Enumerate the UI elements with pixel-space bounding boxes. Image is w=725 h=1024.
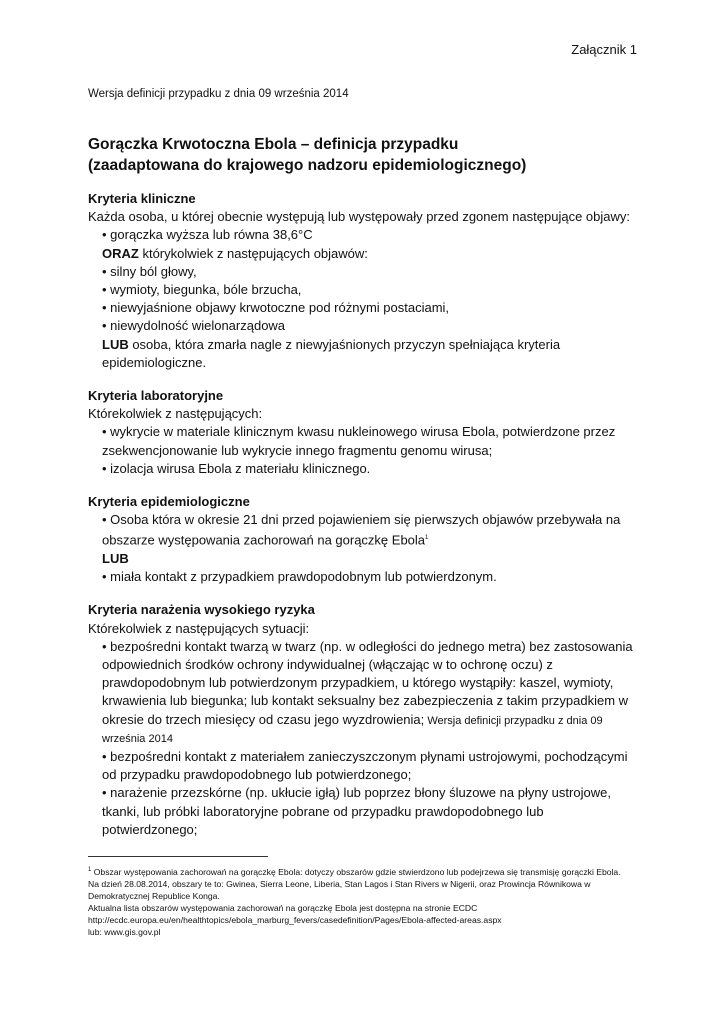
- clinical-heading: Kryteria kliniczne: [88, 191, 196, 206]
- clinical-intro: Każda osoba, u której obecnie występują lub występowały przed zgonem następujące objawy:: [88, 209, 630, 225]
- footnote-line-4: Aktualna lista obszarów występowania zachorowań na gorączkę Ebola jest dostępna na stronie ECDC: [88, 902, 478, 913]
- epi-item-1-text: obszarze występowania zachorowań na gorączkę Ebola: [102, 532, 426, 548]
- document-body: [88, 190, 648, 839]
- clinical-oraz-line: [88, 245, 648, 263]
- lab-item-1-line-1: • wykrycie w materiale klinicznym kwasu nukleinowego wirusa Ebola, potwierdzone przez: [102, 424, 616, 440]
- epi-item-1-line-2: [88, 529, 648, 550]
- lab-intro: Którekolwiek z następujących:: [88, 406, 263, 422]
- epi-item-2: • miała kontakt z przypadkiem prawdopodobnym lub potwierdzonym.: [102, 569, 497, 585]
- risk-item-1-line-5: [88, 711, 648, 730]
- risk-heading: Kryteria narażenia wysokiego ryzyka: [88, 602, 315, 618]
- symptom-item: • silny ból głowy,: [102, 263, 197, 279]
- symptom-item: • wymioty, biegunka, bóle brzucha,: [102, 282, 302, 298]
- footnote: [88, 864, 648, 938]
- footnote-reference: 1: [425, 535, 429, 542]
- risk-item-1-line-2: odpowiednich środków ochrony indywidualnej (włączając w to ochronę oczu) z: [102, 657, 553, 672]
- lub-text: osoba, która zmarła nagle z niewyjaśnionych przyczyn spełniająca kryteria: [128, 336, 561, 352]
- version-note-continued: września 2014: [102, 732, 173, 745]
- footnote-line-2: Na dzień 28.08.2014, obszary te to: Gwinea, Sierra Leone, Liberia, Stan Lagos i Stan Rivers w Nigerii, oraz Prowincja Równikowa w: [88, 878, 591, 889]
- footnote-gis-link[interactable]: lub: www.gis.gov.pl: [88, 926, 161, 937]
- risk-item-2-line-1: • bezpośredni kontakt z materiałem zanieczyszczonym płynami ustrojowymi, pochodzącymi: [102, 749, 628, 765]
- clinical-lub-line: [88, 336, 648, 354]
- lab-item-1-line-2: zsekwencjonowanie lub wykrycie innego fragmentu genomu wirusa;: [102, 442, 493, 458]
- risk-item-1-line-3: prawdopodobnym lub potwierdzonym przypadkiem, u którego wystąpiły: kaszel, wymioty,: [102, 675, 614, 691]
- lub-keyword: LUB: [102, 336, 129, 352]
- clinical-fever: • gorączka wyższa lub równa 38,6°C: [102, 227, 313, 243]
- oraz-text: którykolwiek z następujących objawów:: [138, 245, 368, 261]
- title-line-2: (zaadaptowana do krajowego nadzoru epidemiologicznego): [88, 157, 527, 174]
- risk-item-3-line-1: • narażenie przezskórne (np. ukłucie igłą) lub poprzez błony śluzowe na płyny ustrojowe,: [102, 785, 611, 801]
- footnote-line-3: Demokratycznej Republice Konga.: [88, 890, 220, 901]
- risk-intro: Którekolwiek z następujących sytuacji:: [88, 620, 310, 636]
- symptom-item: • niewydolność wielonarządowa: [102, 318, 286, 334]
- footnote-line-1: [88, 864, 648, 878]
- lab-heading: Kryteria laboratoryjne: [88, 388, 224, 404]
- risk-item-3-line-3: potwierdzonego;: [102, 821, 198, 837]
- version-line: Wersja definicji przypadku z dnia 09 września 2014: [88, 88, 349, 100]
- symptom-item: • niewyjaśnione objawy krwotoczne pod różnymi postaciami,: [102, 300, 450, 316]
- title-line-1: Gorączka Krwotoczna Ebola – definicja przypadku: [88, 136, 459, 153]
- lab-item-2: • izolacja wirusa Ebola z materiału klinicznego.: [102, 460, 371, 476]
- epi-lub-keyword: LUB: [102, 550, 129, 566]
- epi-item-1-line-1: • Osoba która w okresie 21 dni przed pojawieniem się pierwszych objawów przebywała na: [102, 512, 621, 528]
- oraz-keyword: ORAZ: [102, 245, 139, 261]
- footnote-divider: [88, 856, 268, 857]
- epi-heading: Kryteria epidemiologiczne: [88, 494, 250, 510]
- risk-item-2-line-2: od przypadku prawdopodobnego lub potwierdzonego;: [102, 767, 412, 783]
- footnote-mark: 1: [88, 867, 92, 873]
- footnote-text: Obszar występowania zachorowań na gorączkę Ebola: dotyczy obszarów gdzie stwierdzono lub podejrzewa się transmisję gorączki Ebola.: [91, 866, 621, 877]
- risk-item-1-line-1: • bezpośredni kontakt twarzą w twarz (np. w odległości do jednego metra) bez zastosowania: [102, 638, 633, 654]
- risk-item-1-line-4: krwawienia lub biegunka; lub kontakt seksualny bez zabezpieczenia z takim przypadkiem w: [102, 693, 629, 709]
- document-title: [88, 134, 526, 176]
- clinical-lub-line-2: epidemiologiczne.: [102, 354, 207, 370]
- risk-item-3-line-2: tkanki, lub próbki laboratoryjne pobrane od przypadku prawdopodobnego lub: [102, 803, 544, 819]
- section-laboratory: [88, 387, 648, 478]
- version-note: Wersja definicji przypadku z dnia 09: [424, 714, 603, 727]
- section-high-risk-exposure: [88, 601, 648, 839]
- footnote-url-link[interactable]: http://ecdc.europa.eu/en/healthtopics/ebola_marburg_fevers/casedefinition/Pages/Ebola-affected-areas.aspx: [88, 914, 502, 925]
- risk-item-1-text: okresie do trzech miesięcy od czasu jego wyzdrowienia;: [102, 711, 425, 727]
- section-clinical: [88, 190, 648, 372]
- annex-label: Załącznik 1: [571, 42, 637, 57]
- section-epidemiological: [88, 493, 648, 586]
